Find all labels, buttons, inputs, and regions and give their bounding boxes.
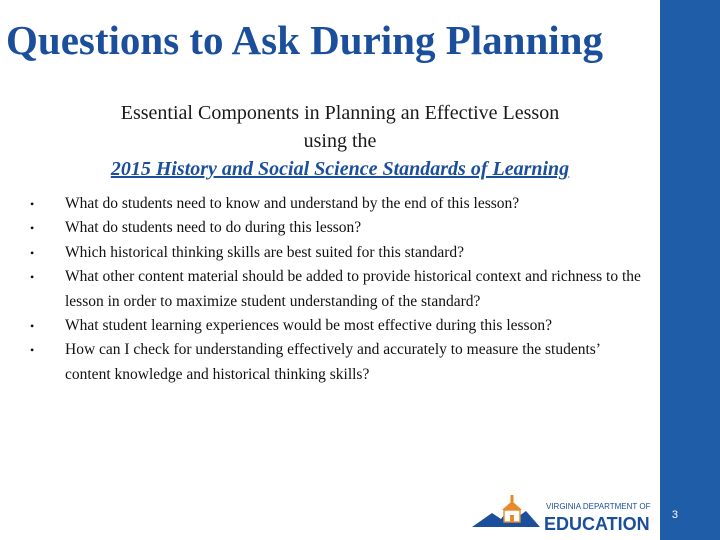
bullet-dot-icon: • bbox=[30, 319, 35, 334]
question-item: • What do students need to know and understand by the end of this lesson? bbox=[30, 192, 642, 216]
question-item: • How can I check for understanding effectively and accurately to measure the students’ content knowledge and historical thinking skills? bbox=[30, 338, 642, 387]
subtitle-line-2: using the bbox=[303, 130, 377, 152]
bullet-dot-icon: • bbox=[30, 221, 35, 236]
bullet-dot-icon: • bbox=[30, 197, 35, 211]
question-item: • Which historical thinking skills are best suited for this standard? bbox=[30, 241, 642, 265]
right-sidebar-bar bbox=[660, 0, 720, 540]
bullet-dot-icon: • bbox=[30, 343, 35, 358]
question-item: • What student learning experiences would be most effective during this lesson? bbox=[30, 314, 642, 338]
logo-line-1: VIRGINIA DEPARTMENT OF bbox=[546, 502, 651, 511]
question-item: • What other content material should be added to provide historical context and richness to the lesson in order to maximize student understanding of the standard? bbox=[30, 265, 642, 314]
page-number: 3 bbox=[671, 509, 678, 521]
subtitle-block bbox=[40, 99, 640, 183]
question-list bbox=[30, 192, 642, 387]
bullet-dot-icon: • bbox=[30, 245, 35, 260]
vdoe-logo bbox=[472, 494, 656, 534]
schoolhouse-icon bbox=[502, 495, 522, 522]
bullet-dot-icon: • bbox=[30, 270, 35, 285]
subtitle-line-1: Essential Components in Planning an Effective Lesson bbox=[120, 102, 560, 124]
standards-link[interactable]: 2015 History and Social Science Standards of Learning bbox=[110, 158, 570, 180]
logo-line-2: EDUCATION bbox=[544, 514, 650, 534]
slide-title: Questions to Ask During Planning bbox=[6, 17, 603, 63]
question-item: • What do students need to do during this lesson? bbox=[30, 216, 642, 240]
